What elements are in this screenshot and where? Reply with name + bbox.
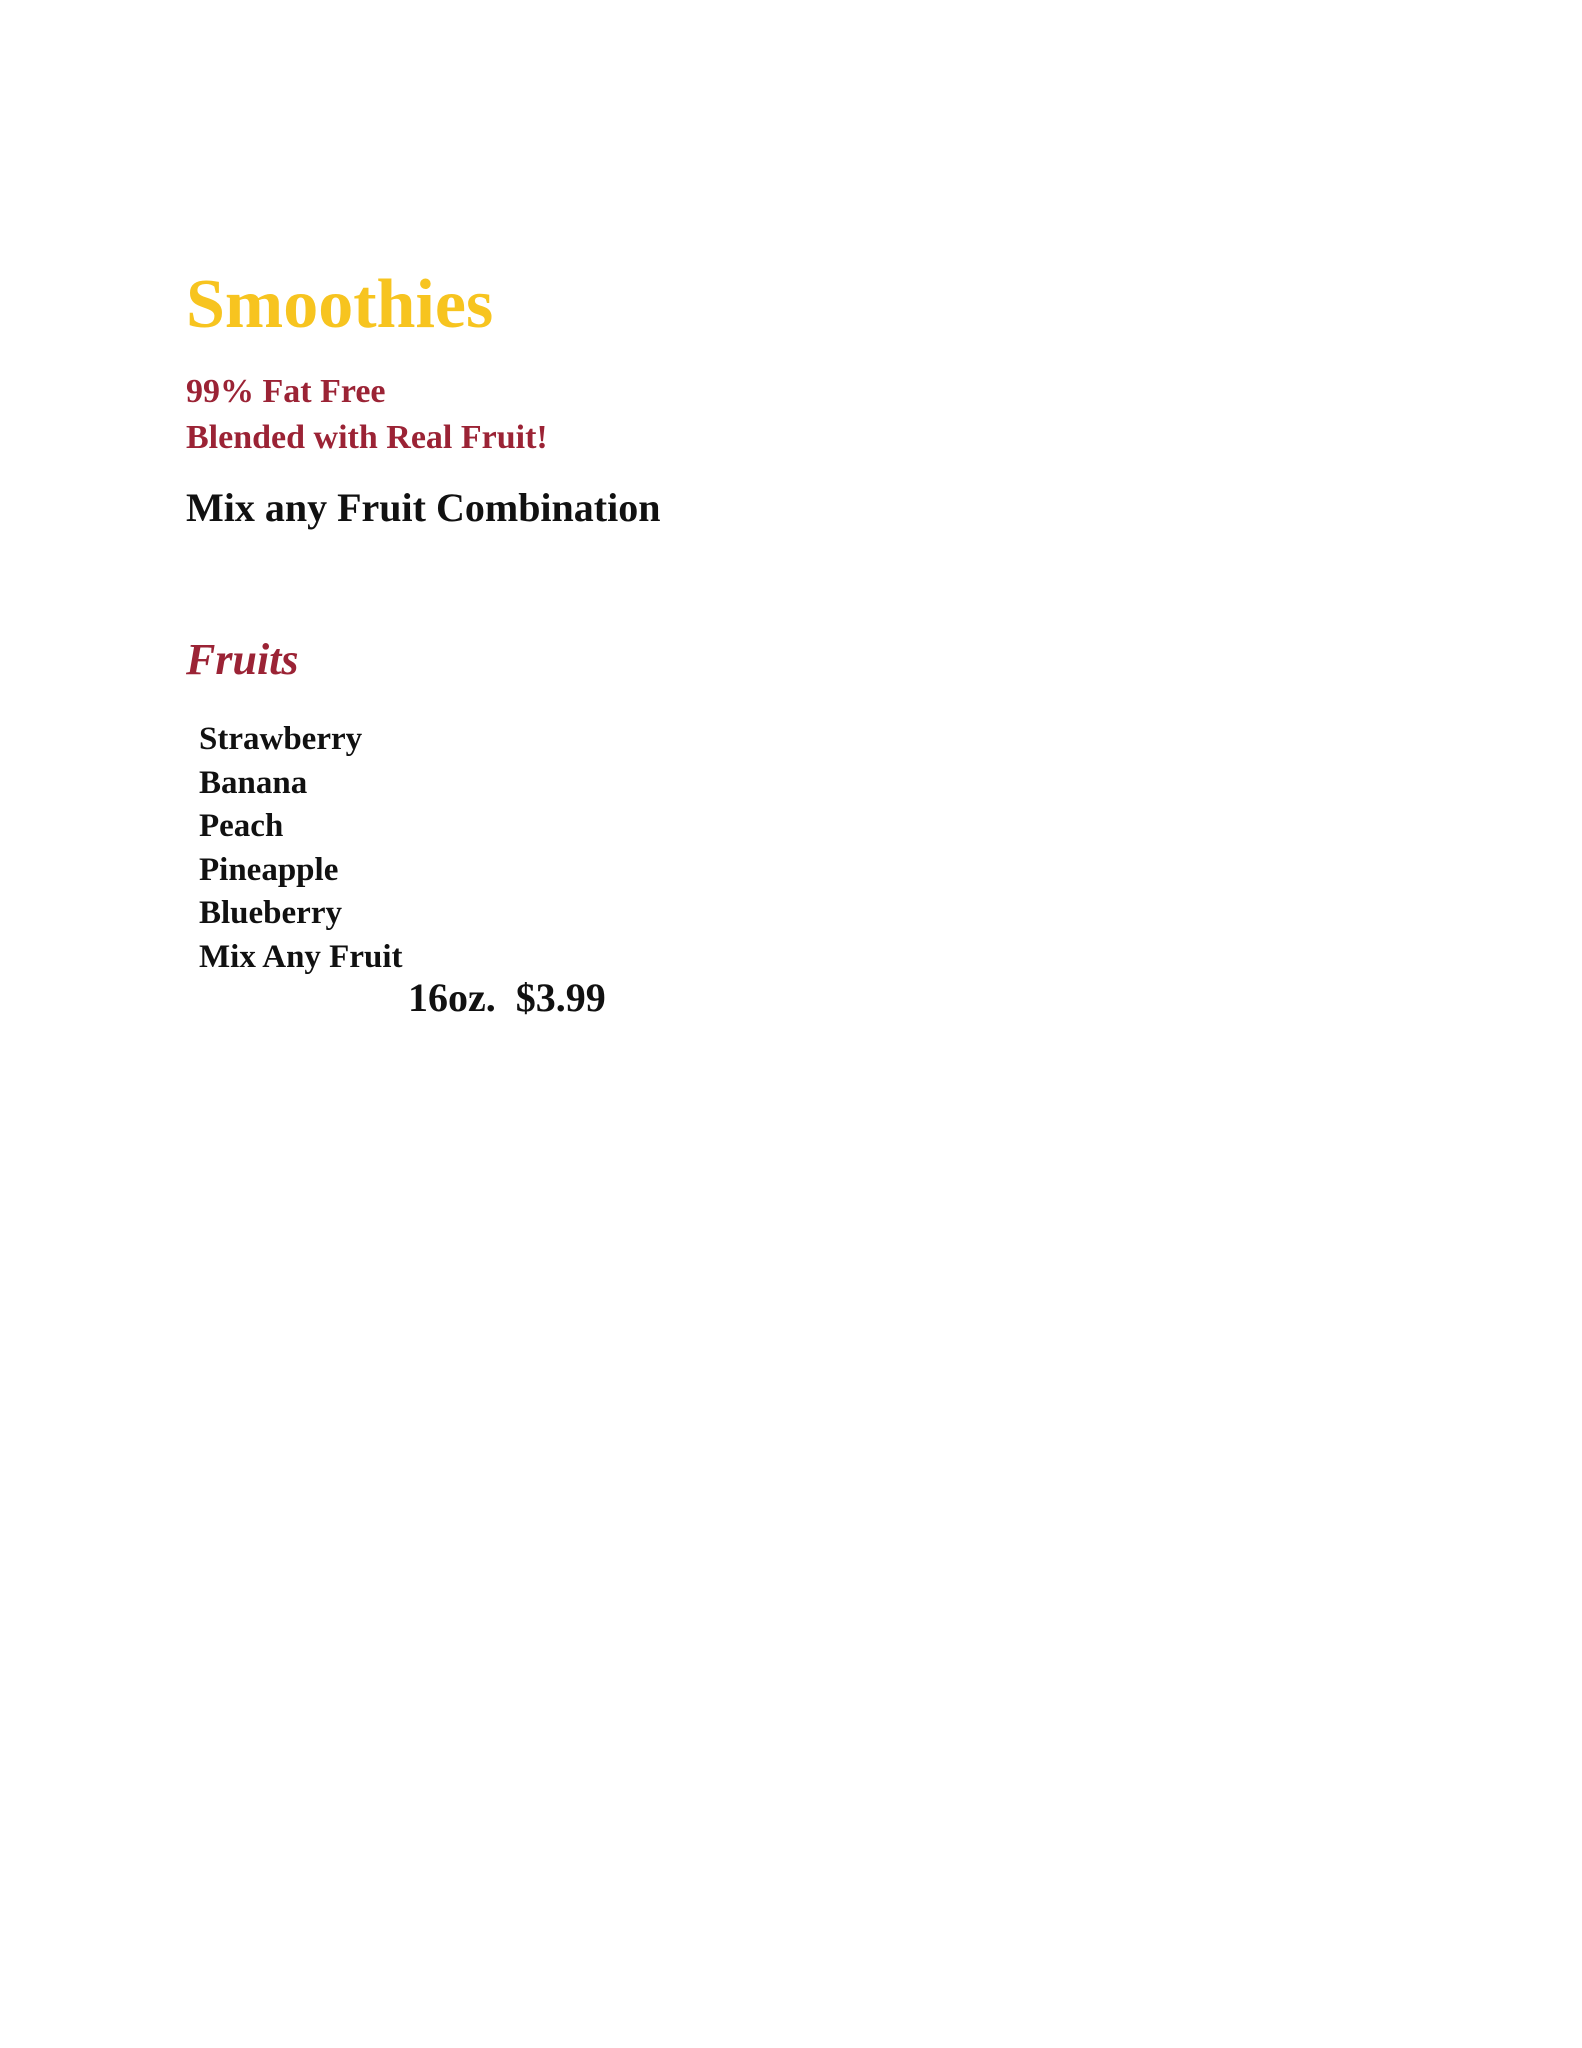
fruit-list [199, 718, 403, 979]
size-label: 16oz. [408, 975, 496, 1020]
fruit-item-blueberry: Blueberry [199, 895, 342, 931]
fruit-item-banana: Banana [199, 764, 308, 801]
menu-title: Smoothies [186, 266, 494, 343]
mix-combination-heading: Mix any Fruit Combination [186, 485, 661, 530]
fruit-item-peach: Peach [199, 808, 284, 844]
tagline-real-fruit: Blended with Real Fruit! [186, 419, 548, 456]
fruits-section-heading: Fruits [186, 635, 299, 684]
fruit-item-pineapple: Pineapple [199, 851, 339, 888]
price-label: $3.99 [515, 975, 606, 1020]
size-price-line [408, 975, 606, 1020]
fruit-item-strawberry: Strawberry [199, 721, 363, 757]
tagline-fat-free: 99% Fat Free [186, 373, 386, 410]
fruit-item-mix-any: Mix Any Fruit [199, 938, 403, 975]
